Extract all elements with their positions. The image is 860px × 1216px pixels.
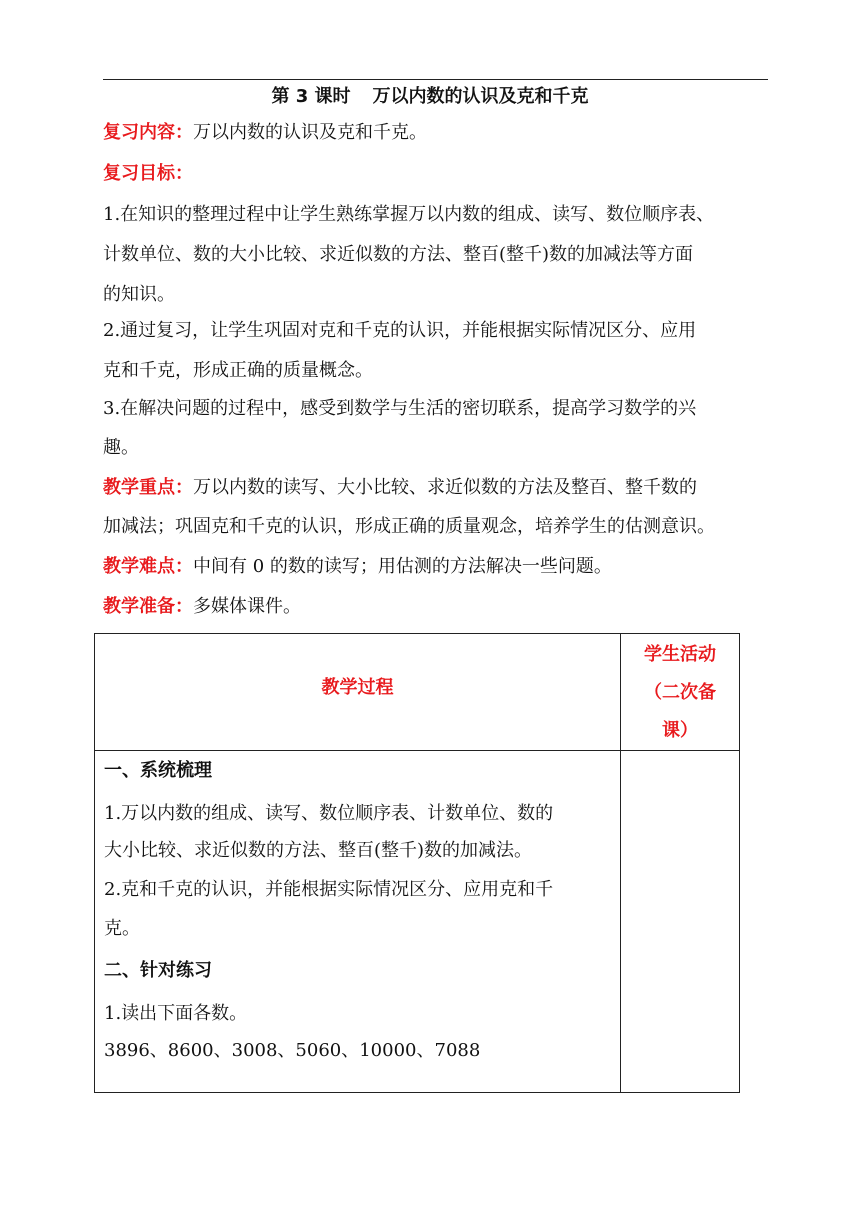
table-header-row (95, 634, 740, 751)
section-title: 二、针对练习 (104, 960, 212, 981)
page-title (0, 84, 860, 110)
key-points-continuation: 加减法；巩固克和千克的认识，形成正确的质量观念，培养学生的估测意识。 (103, 516, 715, 537)
preparation-label: 教学准备： (103, 596, 193, 617)
section-line: 2.克和千克的认识，并能根据实际情况区分、应用克和千 (104, 879, 554, 900)
section-title: 一、系统梳理 (104, 760, 212, 781)
student-activity-heading-line: （二次备 (644, 682, 716, 703)
table-body-main (95, 751, 621, 1093)
goal-line: 趣。 (103, 437, 139, 458)
student-activity-heading-line: 课） (662, 720, 698, 741)
table-header-side (621, 634, 740, 751)
section-line: 克。 (104, 918, 140, 939)
section-line: 大小比较、求近似数的方法、整百(整千)数的加减法。 (104, 840, 533, 861)
student-activity-heading (621, 636, 739, 750)
key-points-label: 教学重点： (103, 477, 193, 498)
teaching-process-table (94, 633, 740, 1093)
goal-line: 2.通过复习，让学生巩固对克和千克的认识，并能根据实际情况区分、应用 (103, 320, 697, 341)
difficulties-label: 教学难点： (103, 556, 193, 577)
preparation-line (103, 595, 768, 619)
key-points-text: 万以内数的读写、大小比较、求近似数的方法及整百、整千数的 (193, 477, 697, 498)
exercise-numbers: 3896、8600、3008、5060、10000、7088 (104, 1040, 481, 1061)
table-body-row (95, 751, 740, 1093)
table-body-side (621, 751, 740, 1093)
goal-line: 计数单位、数的大小比较、求近似数的方法、整百(整千)数的加减法等方面 (103, 244, 694, 265)
difficulties-text: 中间有 0 的数的读写；用估测的方法解决一些问题。 (193, 556, 612, 577)
goal-line: 1.在知识的整理过程中让学生熟练掌握万以内数的组成、读写、数位顺序表、 (103, 204, 715, 225)
key-points-line (103, 476, 768, 500)
teaching-process-heading: 教学过程 (321, 677, 394, 698)
goal-line: 的知识。 (103, 284, 175, 305)
header-rule (103, 79, 768, 80)
goal-line: 克和千克，形成正确的质量概念。 (103, 360, 373, 381)
preparation-text: 多媒体课件。 (193, 596, 301, 617)
review-content-label: 复习内容： (103, 122, 193, 143)
review-content-text: 万以内数的认识及克和千克。 (193, 122, 427, 143)
review-goals-line (103, 162, 768, 186)
difficulties-line (103, 555, 768, 579)
student-activity-heading-line: 学生活动 (644, 644, 716, 665)
goal-line: 3.在解决问题的过程中，感受到数学与生活的密切联系，提高学习数学的兴 (103, 398, 697, 419)
review-goals-label: 复习目标： (103, 163, 193, 184)
section-line: 1.万以内数的组成、读写、数位顺序表、计数单位、数的 (104, 803, 554, 824)
lesson-topic: 万以内数的认识及克和千克 (372, 86, 589, 107)
exercise-prompt: 1.读出下面各数。 (104, 1003, 248, 1024)
table-header-main (95, 634, 621, 751)
review-content-line (103, 121, 768, 145)
lesson-number: 第 3 课时 (271, 86, 351, 107)
